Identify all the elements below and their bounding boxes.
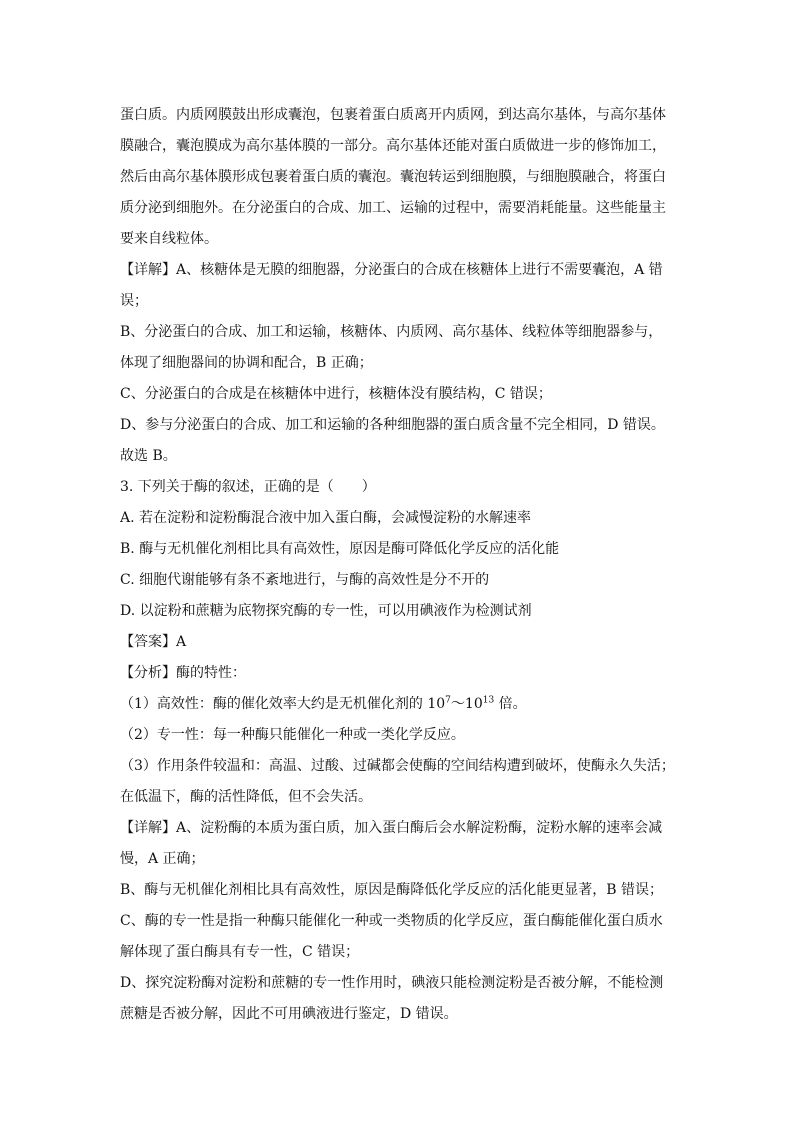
conclusion-line: 故选 B。 bbox=[120, 448, 177, 464]
point1-text: ～10 bbox=[450, 696, 483, 712]
analysis-point-1 bbox=[120, 689, 680, 720]
exponent-13: 13 bbox=[482, 695, 495, 706]
answer-line: 【答案】A bbox=[120, 634, 187, 650]
point1-text: 倍。 bbox=[494, 696, 527, 712]
text-line: 膜融合，囊泡膜成为高尔基体膜的一部分。高尔基体还能对蛋白质做进一步的修饰加工， bbox=[120, 138, 666, 154]
analysis-point-3: 在低温下，酶的活性降低，但不会失活。 bbox=[120, 789, 372, 805]
text-line: 蛋白质。内质网膜鼓出形成囊泡，包裹着蛋白质离开内质网，到达高尔基体，与高尔基体 bbox=[120, 107, 666, 123]
text-line: 质分泌到细胞外。在分泌蛋白的合成、加工、运输的过程中，需要消耗能量。这些能量主 bbox=[120, 200, 666, 216]
option-c: C. 细胞代谢能够有条不紊地进行，与酶的高效性是分不开的 bbox=[120, 572, 490, 588]
detail-line: B、分泌蛋白的合成、加工和运输，核糖体、内质网、高尔基体、线粒体等细胞器参与， bbox=[120, 324, 663, 340]
exponent-7: 7 bbox=[445, 695, 451, 706]
document-body bbox=[120, 100, 680, 1030]
detail-line: C、酶的专一性是指一种酶只能催化一种或一类物质的化学反应，蛋白酶能催化蛋白质水 bbox=[120, 913, 663, 929]
detail-line: 【详解】A、淀粉酶的本质为蛋白质，加入蛋白酶后会水解淀粉酶，淀粉水解的速率会减 bbox=[120, 820, 663, 836]
point1-text: （1）高效性：酶的催化效率大约是无机催化剂的 10 bbox=[120, 696, 446, 712]
option-a: A. 若在淀粉和淀粉酶混合液中加入蛋白酶，会减慢淀粉的水解速率 bbox=[120, 510, 532, 526]
option-b: B. 酶与无机催化剂相比具有高效性，原因是酶可降低化学反应的活化能 bbox=[120, 541, 560, 557]
detail-line: B、酶与无机催化剂相比具有高效性，原因是酶降低化学反应的活化能更显著，B 错误； bbox=[120, 882, 664, 898]
analysis-point-3: （3）作用条件较温和：高温、过酸、过碱都会使酶的空间结构遭到破坏，使酶永久失活； bbox=[120, 758, 675, 774]
detail-line: 解体现了蛋白酶具有专一性，C 错误； bbox=[120, 944, 360, 960]
detail-line: 慢，A 正确； bbox=[120, 851, 205, 867]
text-line: 然后由高尔基体膜形成包裹着蛋白质的囊泡。囊泡转运到细胞膜，与细胞膜融合，将蛋白 bbox=[120, 169, 666, 185]
question-stem: 3. 下列关于酶的叙述，正确的是（ ） bbox=[120, 479, 376, 495]
analysis-title: 【分析】酶的特性： bbox=[120, 665, 246, 681]
detail-line: 【详解】A、核糖体是无膜的细胞器，分泌蛋白的合成在核糖体上进行不需要囊泡，A 错 bbox=[120, 262, 663, 278]
text-line: 要来自线粒体。 bbox=[120, 231, 218, 247]
detail-line: C、分泌蛋白的合成是在核糖体中进行，核糖体没有膜结构，C 错误； bbox=[120, 386, 552, 402]
option-d: D. 以淀粉和蔗糖为底物探究酶的专一性，可以用碘液作为检测试剂 bbox=[120, 603, 532, 619]
analysis-point-2: （2）专一性：每一种酶只能催化一种或一类化学反应。 bbox=[120, 727, 465, 743]
detail-line: D、参与分泌蛋白的合成、加工和运输的各种细胞器的蛋白质含量不完全相同，D 错误。 bbox=[120, 417, 665, 433]
detail-line: 误； bbox=[120, 293, 148, 309]
detail-line: 蔗糖是否被分解，因此不可用碘液进行鉴定，D 错误。 bbox=[120, 1006, 458, 1022]
detail-line: 体现了细胞器间的协调和配合，B 正确； bbox=[120, 355, 373, 371]
detail-line: D、探究淀粉酶对淀粉和蔗糖的专一性作用时，碘液只能检测淀粉是否被分解，不能检测 bbox=[120, 975, 664, 991]
